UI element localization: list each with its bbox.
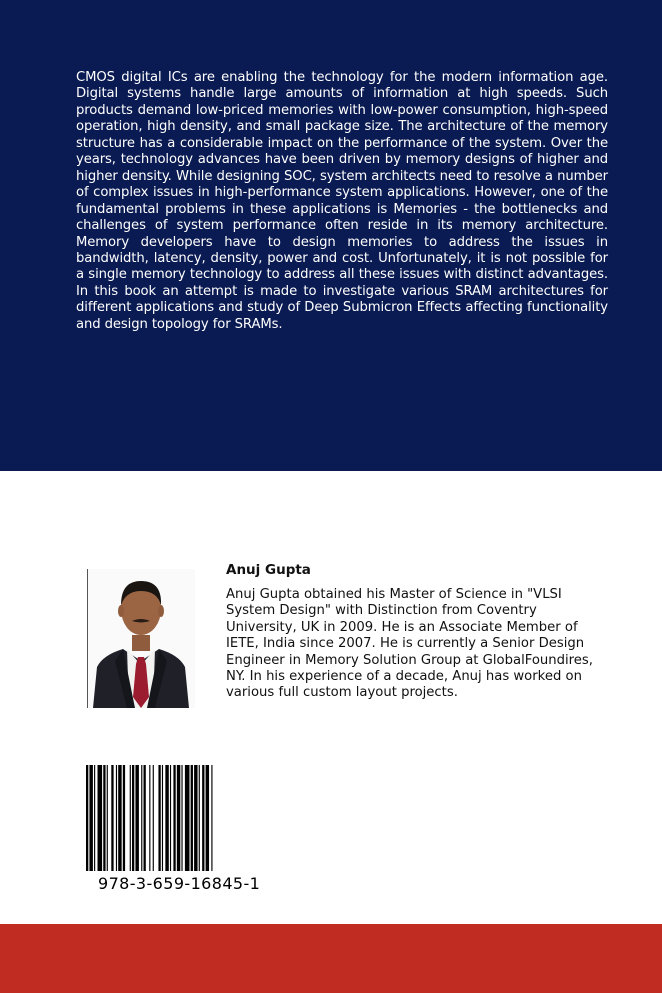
author-name: Anuj Gupta [226,562,311,578]
isbn-number: 978-3-659-16845-1 [98,874,261,893]
isbn-barcode [84,765,282,873]
author-biography: Anuj Gupta obtained his Master of Science in "VLSI System Design" with Distinction from Coventry University, UK in 2009. He is an Associate Member of IETE, India since 2007. He is currently a Senior Design Engineer in Memory Solution Group at GlobalFoundires, NY. In his experience of a decade, Anuj has worked on various full custom layout projects. [226,587,593,701]
bottom-color-band [0,924,662,993]
book-description: CMOS digital ICs are enabling the technology for the modern information age. Digital systems handle large amounts of information at high speeds. Such products demand low-priced memories with low-power consumption, high-speed operation, high density, and small package size. The architecture of the memory structure has a considerable impact on the performance of the system. Over the years, technology advances have been driven by memory designs of higher and higher density. While designing SOC, system architects need to resolve a number of complex issues in high-performance system applications. However, one of the fundamental problems in these applications is Memories - the bottlenecks and challenges of system performance often reside in its memory architecture. Memory developers have to design memories to address the issues in bandwidth, latency, density, power and cost. Unfortunately, it is not possible for a single memory technology to address all these issues with distinct advantages. In this book an attempt is made to investigate various SRAM architectures for different applications and study of Deep Submicron Effects affecting functionality and design topology for SRAMs. [76,70,608,332]
author-photo [87,569,195,708]
back-cover-blurb-panel [0,0,662,471]
